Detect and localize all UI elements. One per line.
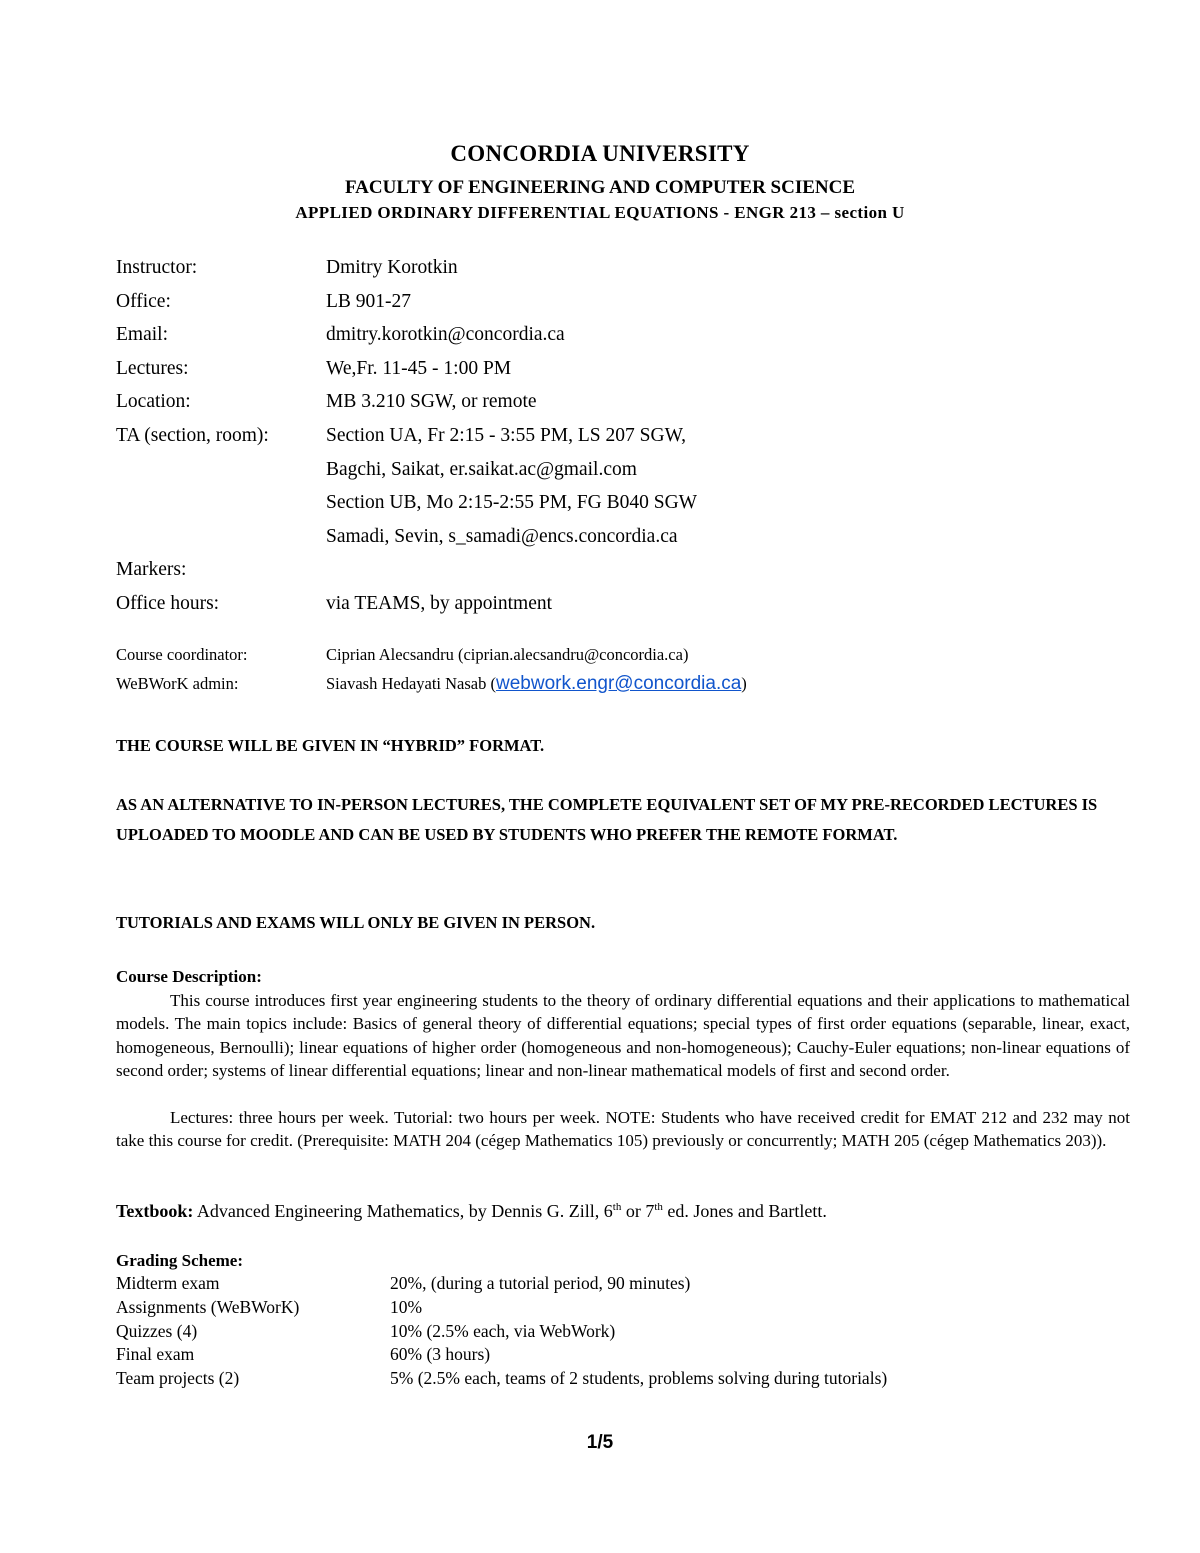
coordinator-value: Ciprian Alecsandru (ciprian.alecsandru@concordia.ca) (326, 645, 689, 664)
info-row-ta-cont (116, 520, 697, 554)
grading-item: Assignments (WeBWorK) (116, 1296, 300, 1317)
info-value: Dmitry Korotkin (326, 257, 458, 278)
grading-weight: 60% (3 hours) (390, 1344, 491, 1365)
course-description-para: This course introduces first year engineering students to the theory of ordinary differential equations and their applications to mathematical models. The main topics include: Basics of general theory of differential equations; special types of first order equations (separable, linear, exact, homogeneous, Bernoulli); linear equations of higher order (homogeneous and non-homogeneous); Cauchy-Euler equations; non-linear equations of second order; systems of linear differential equations; linear and non-linear mathematical models of first and second order. (116, 991, 1130, 1080)
textbook-line (116, 1201, 827, 1222)
info-value: Section UA, Fr 2:15 - 3:55 PM, LS 207 SGW, (326, 424, 687, 446)
grading-weight: 10% (2.5% each, via WebWork) (390, 1320, 616, 1341)
info-label (116, 520, 326, 554)
remote-lectures-notice: AS AN ALTERNATIVE TO IN-PERSON LECTURES, THE COMPLETE EQUIVALENT SET OF MY PRE-RECORDED LECTURES IS UPLOADED TO MOODLE AND CAN BE USED BY STUDENTS WHO PREFER THE REMOTE FORMAT. (116, 795, 1098, 844)
info-row-instructor (116, 251, 697, 285)
webwork-admin-close: ) (741, 674, 747, 693)
course-description-heading: Course Description: (116, 967, 262, 986)
info-row-markers (116, 553, 697, 587)
info-value: Section UB, Mo 2:15-2:55 PM, FG B040 SGW (326, 492, 698, 514)
info-row-ta-cont (116, 453, 697, 487)
grading-row (116, 1272, 887, 1296)
info-value: MB 3.210 SGW, or remote (326, 391, 537, 413)
info-label (116, 486, 326, 520)
info-row-ta (116, 419, 697, 453)
info-value: Bagchi, Saikat, er.saikat.ac@gmail.com (326, 458, 637, 480)
lectures-note-para: Lectures: three hours per week. Tutorial: two hours per week. NOTE: Students who have received credit for EMAT 212 and 232 may not take this course for credit. (Prerequisite: MATH 204 (cégep Mathematics 105) previously or concurrently; MATH 205 (cégep Mathematics 203)). (116, 1108, 1130, 1151)
webwork-admin-name: Siavash Hedayati Nasab ( (326, 674, 496, 693)
textbook-text: ed. Jones and Bartlett. (662, 1201, 827, 1221)
grading-row (116, 1320, 887, 1344)
info-label: Office: (116, 290, 171, 312)
info-value: LB 901-27 (326, 290, 412, 312)
info-label: Location: (116, 391, 191, 413)
info-value: Samadi, Sevin, s_samadi@encs.concordia.ca (326, 525, 678, 547)
textbook-text: or 7 (621, 1201, 655, 1221)
coordinator-label: Course coordinator: (116, 645, 248, 664)
grading-item: Quizzes (4) (116, 1320, 198, 1341)
info-label: TA (section, room): (116, 424, 269, 446)
grading-item: Final exam (116, 1344, 195, 1365)
grading-table (116, 1272, 887, 1391)
info-value: dmitry.korotkin@concordia.ca (326, 324, 565, 346)
course-info-table (116, 251, 697, 621)
webwork-email-link[interactable]: webwork.engr@concordia.ca (496, 673, 742, 694)
textbook-label: Textbook: (116, 1201, 194, 1221)
textbook-text: Advanced Engineering Mathematics, by Dennis G. Zill, 6 (193, 1201, 613, 1221)
contacts-block (116, 640, 747, 698)
grading-row (116, 1367, 887, 1391)
info-value: via TEAMS, by appointment (326, 592, 553, 614)
info-row-office (116, 285, 697, 319)
grading-weight: 10% (390, 1296, 423, 1317)
info-label: Markers: (116, 559, 187, 581)
in-person-notice: TUTORIALS AND EXAMS WILL ONLY BE GIVEN IN PERSON. (116, 913, 596, 932)
page-number: 1/5 (586, 1432, 614, 1453)
info-row-lectures (116, 352, 697, 386)
info-value: We,Fr. 11-45 - 1:00 PM (326, 357, 512, 379)
grading-weight: 5% (2.5% each, teams of 2 students, problems solving during tutorials) (390, 1368, 888, 1389)
info-row-email (116, 318, 697, 352)
webwork-admin-row (116, 669, 747, 698)
course-title: APPLIED ORDINARY DIFFERENTIAL EQUATIONS - ENGR 213 – section U (295, 203, 905, 222)
info-label: Lectures: (116, 357, 189, 379)
info-label: Instructor: (116, 257, 198, 278)
info-row-ta-cont (116, 486, 697, 520)
webwork-admin-value (326, 669, 747, 698)
grading-weight: 20%, (during a tutorial period, 90 minutes) (390, 1273, 691, 1293)
webwork-admin-label: WeBWorK admin: (116, 674, 239, 693)
grading-item: Midterm exam (116, 1273, 220, 1293)
grading-item: Team projects (2) (116, 1368, 240, 1389)
hybrid-notice: THE COURSE WILL BE GIVEN IN “HYBRID” FORMAT. (116, 736, 545, 755)
grading-scheme-heading: Grading Scheme: (116, 1251, 244, 1270)
grading-row (116, 1296, 887, 1320)
info-label: Email: (116, 324, 168, 346)
university-title: CONCORDIA UNIVERSITY (450, 141, 750, 166)
info-label: Office hours: (116, 592, 220, 614)
textbook-sup: th (654, 1201, 663, 1213)
info-row-location (116, 385, 697, 419)
coordinator-row (116, 640, 747, 669)
info-row-office-hours (116, 587, 697, 621)
faculty-title: FACULTY OF ENGINEERING AND COMPUTER SCIENCE (344, 177, 856, 198)
info-label (116, 453, 326, 487)
textbook-sup: th (612, 1201, 622, 1213)
grading-row (116, 1343, 887, 1367)
